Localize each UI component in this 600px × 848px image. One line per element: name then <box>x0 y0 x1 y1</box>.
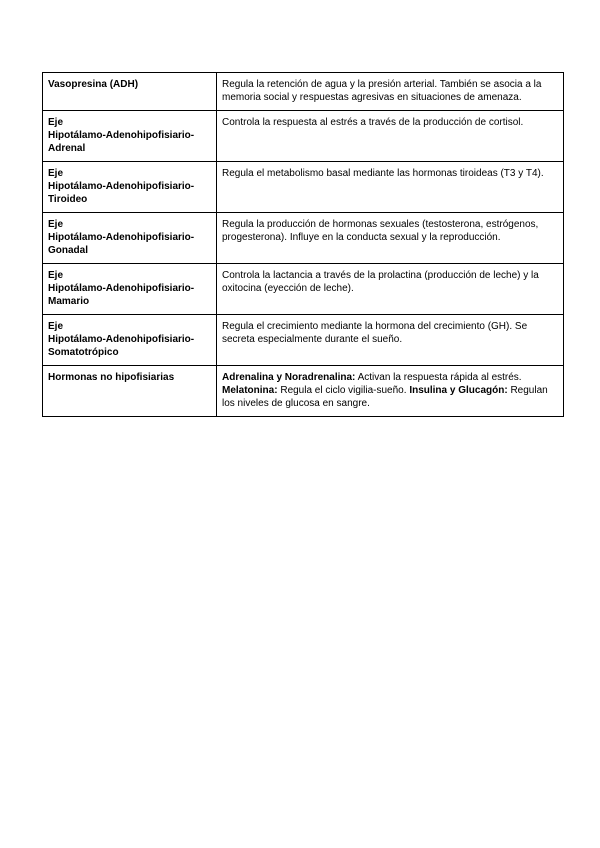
term-line: Hipotálamo-Adenohipofisiario- <box>48 283 195 294</box>
term-line: Eje <box>48 321 64 332</box>
term-cell <box>43 366 217 417</box>
description-cell: Controla la lactancia a través de la prolactina (producción de leche) y la oxitocina (eyección de leche). <box>217 264 564 315</box>
term-line: Adrenal <box>48 143 86 154</box>
term-cell <box>43 111 217 162</box>
description-cell: Regula el metabolismo basal mediante las hormonas tiroideas (T3 y T4). <box>217 162 564 213</box>
hormone-table <box>42 72 564 417</box>
term-line: Vasopresina (ADH) <box>48 79 139 90</box>
hormone-label-insulina: Insulina y Glucagón: <box>409 385 508 396</box>
term-line: Hipotálamo-Adenohipofisiario- <box>48 181 195 192</box>
term-line: Hormonas no hipofisiarias <box>48 372 175 383</box>
term-line: Hipotálamo-Adenohipofisiario- <box>48 334 195 345</box>
description-cell: Regula la producción de hormonas sexuales (testosterona, estrógenos, progesterona). Influye en la conducta sexual y la reproducción. <box>217 213 564 264</box>
term-line: Eje <box>48 168 64 179</box>
hormone-text-adrenalina: Activan la respuesta rápida al estrés. <box>355 372 522 383</box>
hormone-text-melatonina: Regula el ciclo vigilia-sueño. <box>277 385 407 396</box>
description-cell: Controla la respuesta al estrés a través de la producción de cortisol. <box>217 111 564 162</box>
table-row <box>43 366 564 417</box>
table-row <box>43 315 564 366</box>
term-line: Mamario <box>48 296 90 307</box>
term-cell <box>43 73 217 111</box>
term-line: Eje <box>48 270 64 281</box>
table-row <box>43 213 564 264</box>
term-cell <box>43 315 217 366</box>
term-line: Hipotálamo-Adenohipofisiario- <box>48 130 195 141</box>
description-cell: Regula el crecimiento mediante la hormona del crecimiento (GH). Se secreta especialmente durante el sueño. <box>217 315 564 366</box>
term-line: Tiroideo <box>48 194 88 205</box>
hormone-text-insulina: Regulan los niveles de glucosa en sangre. <box>222 385 548 409</box>
term-line: Somatotrópico <box>48 347 119 358</box>
term-line: Eje <box>48 219 64 230</box>
hormone-label-adrenalina: Adrenalina y Noradrenalina: <box>222 372 356 383</box>
table-row <box>43 162 564 213</box>
table-row <box>43 111 564 162</box>
term-line: Eje <box>48 117 64 128</box>
table-row <box>43 264 564 315</box>
term-cell <box>43 162 217 213</box>
description-cell: Regula la retención de agua y la presión arterial. También se asocia a la memoria social y respuestas agresivas en situaciones de amenaza. <box>217 73 564 111</box>
term-cell <box>43 264 217 315</box>
hormone-label-melatonina: Melatonina: <box>222 385 278 396</box>
term-line: Gonadal <box>48 245 89 256</box>
term-line: Hipotálamo-Adenohipofisiario- <box>48 232 195 243</box>
table-row <box>43 73 564 111</box>
term-cell <box>43 213 217 264</box>
description-cell <box>217 366 564 417</box>
